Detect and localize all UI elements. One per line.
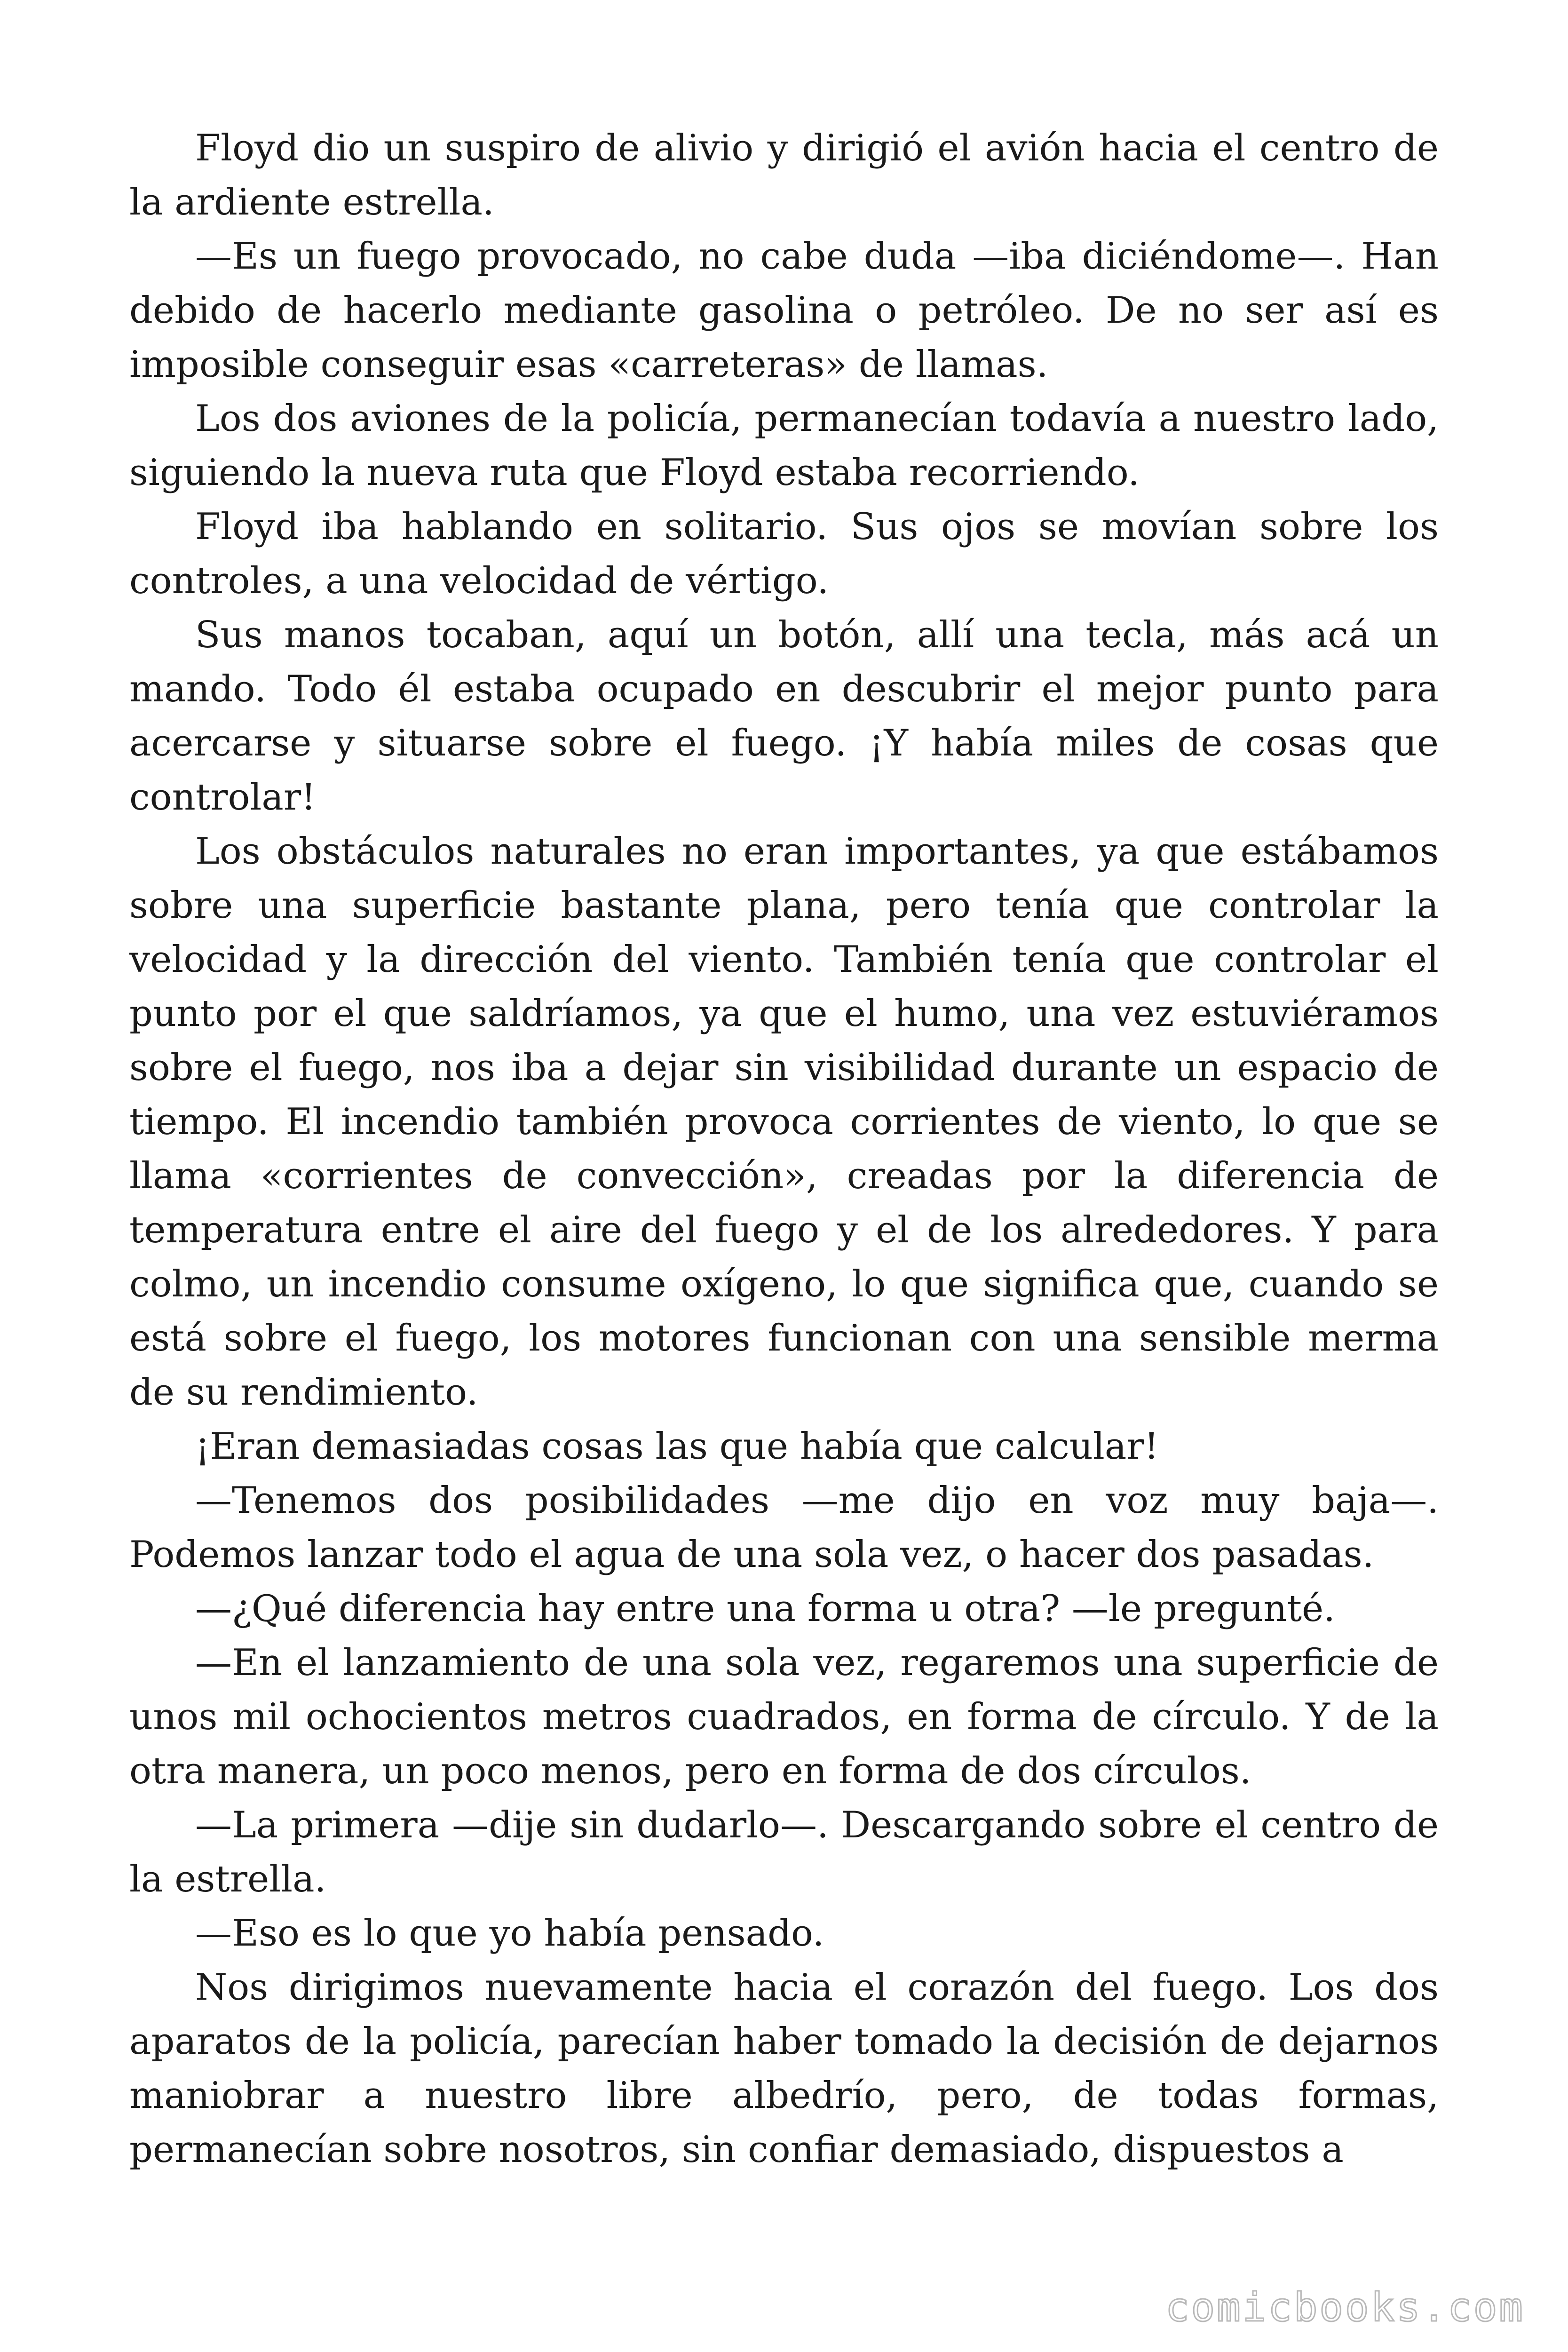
paragraph-8: —Tenemos dos posibilidades —me dijo en voz muy baja—. Podemos lanzar todo el agua de una sola vez, o hacer dos pasadas. <box>129 1479 1439 1576</box>
paragraph-2: —Es un fuego provocado, no cabe duda —iba diciéndome—. Han debido de hacerlo mediante gasolina o petróleo. De no ser así es imposible conseguir esas «carreteras» de llamas. <box>129 235 1439 386</box>
paragraph-6: Los obstáculos naturales no eran importantes, ya que estábamos sobre una superficie bastante plana, pero tenía que controlar la velocidad y la dirección del viento. También tenía que controlar el punto por el que saldríamos, ya que el humo, una vez estuviéramos sobre el fuego, nos iba a dejar sin visibilidad durante un espacio de tiempo. El incendio también provoca corrientes de viento, lo que se llama «corrientes de convección», creadas por la diferencia de temperatura entre el aire del fuego y el de los alrededores. Y para colmo, un incendio consume oxígeno, lo que significa que, cuando se está sobre el fuego, los motores funcionan con una sensible merma de su rendimiento. <box>129 830 1439 1414</box>
paragraph-1: Floyd dio un suspiro de alivio y dirigió el avión hacia el centro de la ardiente estrella. <box>129 127 1439 223</box>
paragraph-13: Nos dirigimos nuevamente hacia el corazón del fuego. Los dos aparatos de la policía, parecían haber tomado la decisión de dejarnos maniobrar a nuestro libre albedrío, pero, de todas formas, permanecían sobre nosotros, sin confiar demasiado, dispuestos a <box>129 1966 1439 2171</box>
paragraph-3: Los dos aviones de la policía, permanecían todavía a nuestro lado, siguiendo la nueva ruta que Floyd estaba recorriendo. <box>129 397 1439 494</box>
paragraph-4: Floyd iba hablando en solitario. Sus ojos se movían sobre los controles, a una velocidad de vértigo. <box>129 506 1439 602</box>
paragraph-10: —En el lanzamiento de una sola vez, regaremos una superficie de unos mil ochocientos metros cuadrados, en forma de círculo. Y de la otra manera, un poco menos, pero en forma de dos círculos. <box>129 1642 1439 1792</box>
paragraph-11: —La primera —dije sin dudarlo—. Descargando sobre el centro de la estrella. <box>129 1804 1439 1900</box>
watermark: comicbooks.com <box>1165 2284 1525 2330</box>
paragraph-12: —Eso es lo que yo había pensado. <box>195 1912 824 1955</box>
paragraph-7: ¡Eran demasiadas cosas las que había que calcular! <box>195 1425 1159 1468</box>
page-body <box>129 121 1439 2177</box>
paragraph-5: Sus manos tocaban, aquí un botón, allí una tecla, más acá un mando. Todo él estaba ocupado en descubrir el mejor punto para acercarse y situarse sobre el fuego. ¡Y había miles de cosas que controlar! <box>129 614 1439 818</box>
paragraph-9: —¿Qué diferencia hay entre una forma u otra? —le pregunté. <box>195 1588 1335 1630</box>
